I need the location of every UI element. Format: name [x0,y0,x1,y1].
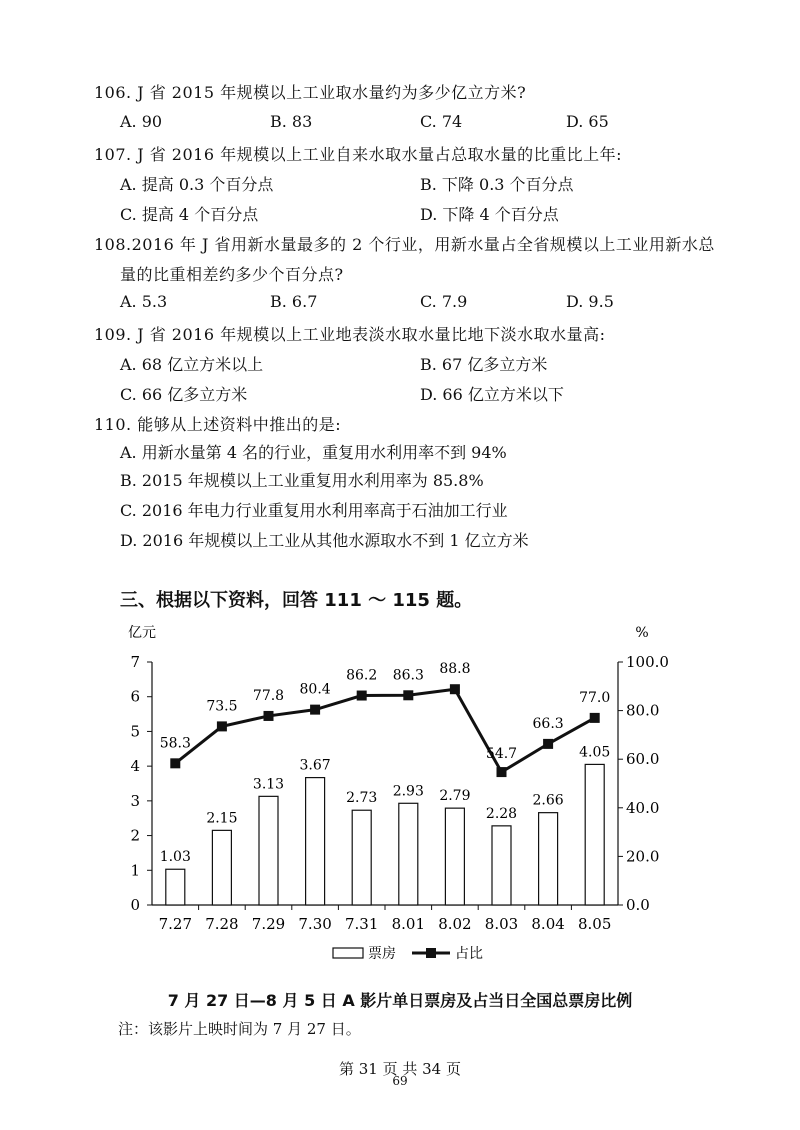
right-tick-label: 20.0 [626,847,660,866]
question-106: 106. J 省 2015 年规模以上工业取水量约为多少亿立方米? [94,83,527,102]
q107-option-b: B. 下降 0.3 个百分点 [420,175,574,194]
share-value-label: 58.3 [159,735,191,752]
q109-option-d: D. 66 亿立方米以下 [420,385,564,404]
chart-note: 注：该影片上映时间为 7 月 27 日。 [118,1020,361,1038]
share-value-label: 86.2 [346,667,378,684]
x-tick-label: 7.30 [298,915,332,933]
q106-option-a: A. 90 [120,112,163,131]
left-tick-label: 5 [130,722,140,741]
q110-option-b: B. 2015 年规模以上工业重复用水利用率为 85.8% [120,471,484,490]
q106-option-b: B. 83 [270,112,313,131]
legend-line-marker [426,948,436,958]
bar [539,813,558,905]
x-tick-label: 8.01 [391,915,426,933]
question-107: 107. J 省 2016 年规模以上工业自来水取水量占总取水量的比重比上年: [94,145,622,164]
right-tick-label: 100.0 [626,653,669,671]
q108-option-d: D. 9.5 [566,292,614,311]
share-value-label: 88.8 [439,661,471,678]
x-tick-label: 8.03 [484,915,519,933]
bar-value-label: 3.13 [252,776,285,793]
share-point [310,705,320,715]
q107-option-d: D. 下降 4 个百分点 [420,205,559,224]
share-point [450,684,460,694]
bar [399,803,418,905]
q109-option-c: C. 66 亿多立方米 [120,385,248,404]
x-tick-label: 8.02 [438,915,472,933]
bar [212,830,231,905]
left-tick-label: 1 [130,861,140,880]
x-tick-label: 7.27 [158,915,193,933]
q108-option-b: B. 6.7 [270,292,318,311]
bar-value-label: 2.93 [392,783,424,800]
question-108: 108.2016 年 J 省用新水量最多的 2 个行业，用新水量占全省规模以上工业用新水总 [94,235,715,254]
bar-value-label: 1.03 [159,849,191,866]
bar [259,796,278,905]
page-footer: 第 31 页 共 34 页 [338,1060,461,1078]
share-point [403,690,413,700]
legend-bar-label: 票房 [368,946,396,962]
share-value-label: 77.0 [579,689,611,706]
share-point [497,767,507,777]
left-tick-label: 4 [130,757,140,776]
q110-option-c: C. 2016 年电力行业重复用水利用率高于石油加工行业 [120,501,508,520]
share-value-label: 54.7 [485,746,518,763]
right-tick-label: 40.0 [626,798,660,817]
q107-option-a: A. 提高 0.3 个百分点 [120,175,274,194]
section-title: 三、根据以下资料，回答 111 ～ 115 题。 [120,590,473,611]
left-tick-label: 7 [130,653,140,671]
bar-value-label: 2.73 [346,790,378,807]
left-tick-label: 0 [130,896,140,914]
q106-option-d: D. 65 [566,112,609,131]
share-point [264,711,274,721]
share-point [357,691,367,701]
x-tick-label: 7.29 [251,915,286,933]
share-value-label: 66.3 [532,715,564,732]
bar [492,826,511,905]
page-footer-number: 69 [392,1074,408,1088]
bar-value-label: 2.28 [485,805,518,822]
box-office-chart [0,615,800,975]
bar [585,764,604,905]
bar [306,778,325,905]
bar-value-label: 2.15 [206,810,238,827]
left-axis-unit: 亿元 [128,625,156,641]
right-tick-label: 80.0 [626,701,660,720]
right-tick-label: 0.0 [626,896,650,914]
right-axis-unit: % [635,625,649,641]
q108-option-a: A. 5.3 [120,292,168,311]
x-tick-label: 8.05 [577,915,612,933]
x-tick-label: 7.31 [344,915,379,933]
share-value-label: 80.4 [299,681,331,698]
left-tick-label: 3 [130,791,140,810]
question-108-line2: 量的比重相差约多少个百分点? [120,265,344,284]
q108-option-c: C. 7.9 [420,292,468,311]
share-point [217,721,227,731]
share-value-label: 77.8 [252,687,285,704]
legend-bar-swatch [333,948,363,958]
bar-value-label: 4.05 [579,744,611,761]
share-value-label: 73.5 [206,698,238,715]
q110-option-a: A. 用新水量第 4 名的行业，重复用水利用率不到 94% [120,443,507,462]
bar-value-label: 2.66 [532,792,564,809]
bar-value-label: 2.79 [439,788,471,805]
q106-option-c: C. 74 [420,112,463,131]
bar-value-label: 3.67 [299,757,331,774]
share-point [543,739,553,749]
bar [352,810,371,905]
share-point [170,758,180,768]
q109-option-b: B. 67 亿多立方米 [420,355,548,374]
q110-option-d: D. 2016 年规模以上工业从其他水源取水不到 1 亿立方米 [120,531,529,550]
right-tick-label: 60.0 [626,750,660,769]
question-110: 110. 能够从上述资料中推出的是: [94,415,342,434]
left-tick-label: 6 [130,687,140,706]
bar [445,808,464,905]
question-109: 109. J 省 2016 年规模以上工业地表淡水取水量比地下淡水取水量高: [94,325,606,344]
share-point [590,713,600,723]
legend-line-label: 占比 [455,946,483,962]
q109-option-a: A. 68 亿立方米以上 [120,355,264,374]
bar [166,869,185,905]
x-tick-label: 8.04 [531,915,565,933]
chart-caption: 7 月 27 日—8 月 5 日 A 影片单日票房及占当日全国总票房比例 [167,991,633,1010]
x-tick-label: 7.28 [205,915,239,933]
q107-option-c: C. 提高 4 个百分点 [120,205,259,224]
share-value-label: 86.3 [392,667,424,684]
left-tick-label: 2 [130,826,140,845]
